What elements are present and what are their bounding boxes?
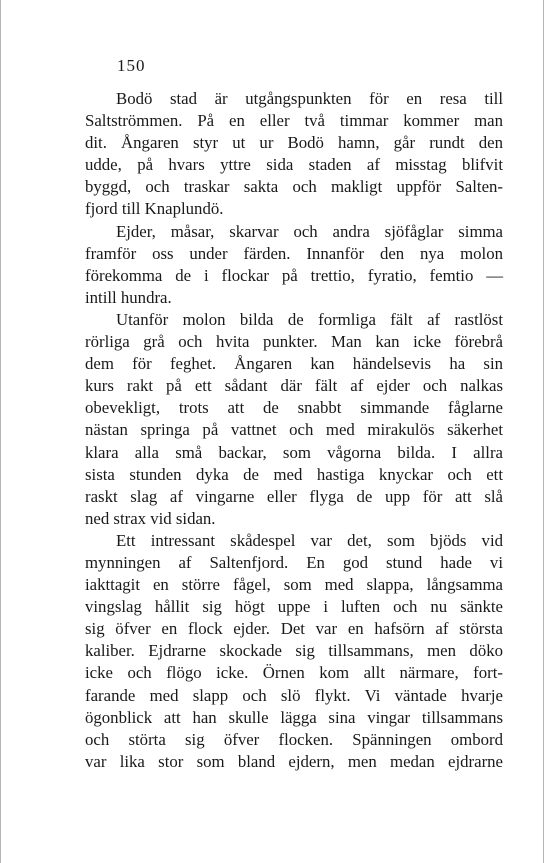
text-line: ögonblick att han skulle lägga sina vingar tillsammans: [85, 707, 503, 727]
page-left-edge: [0, 0, 1, 863]
text-line: rörliga grå och hvita punkter. Man kan icke förebrå: [85, 332, 503, 352]
text-line: byggd, och traskar sakta och makligt uppför Salten-: [85, 177, 503, 197]
text-line: dem för feghet. Ångaren kan händelsevis ha sin: [85, 354, 503, 374]
text-line: iakttagit en större fågel, som med slappa, långsamma: [85, 575, 503, 595]
text-line: kurs rakt på ett sådant där fält af ejder och nalkas: [85, 376, 503, 396]
text-line: farande med slapp och slö flykt. Vi väntade hvarje: [85, 685, 503, 705]
text-line: Ejder, måsar, skarvar och andra sjöfåglar simma: [116, 221, 503, 241]
text-line: raskt slag af vingarne eller flyga de upp för att slå: [85, 486, 503, 506]
text-line: Ett intressant skådespel var det, som bjöds vid: [116, 530, 503, 550]
text-line: sista stunden dyka de med hastiga knyckar och ett: [85, 464, 503, 484]
text-line: fjord till Knaplundö.: [85, 199, 224, 219]
text-line: klara alla små backar, som vågorna bilda. I allra: [85, 442, 503, 462]
text-line: obevekligt, trots att de snabbt simmande fåglarne: [85, 398, 503, 418]
text-line: framför oss under färden. Innanför den nya molon: [85, 243, 503, 263]
text-line: icke och flögo icke. Örnen kom allt närmare, fort-: [85, 663, 503, 683]
text-line: Utanför molon bilda de formliga fält af rastlöst: [116, 309, 503, 329]
text-line: var lika stor som bland ejdern, men medan ejdrarne: [85, 751, 503, 771]
text-line: Saltströmmen. På en eller två timmar kommer man: [85, 111, 503, 131]
text-line: intill hundra.: [85, 287, 172, 307]
text-line: och störta sig öfver flocken. Spänningen ombord: [85, 729, 503, 749]
page-number: 150: [117, 56, 146, 75]
text-line: mynningen af Saltenfjord. En god stund hade vi: [85, 552, 503, 572]
text-line: nästan springa på vattnet och med mirakulös säkerhet: [85, 420, 503, 440]
text-line: dit. Ångaren styr ut ur Bodö hamn, går rundt den: [85, 133, 503, 153]
body-text: [85, 88, 503, 773]
text-line: vingslag hållit sig högt uppe i luften och nu sänkte: [85, 597, 503, 617]
text-line: kaliber. Ejdrarne skockade sig tillsammans, men döko: [85, 641, 503, 661]
text-line: förekomma de i flockar på trettio, fyratio, femtio —: [85, 265, 503, 285]
text-line: ned strax vid sidan.: [85, 508, 216, 528]
text-line: Bodö stad är utgångspunkten för en resa till: [116, 89, 503, 108]
text-line: udde, på hvars yttre sida staden af misstag blifvit: [85, 155, 503, 175]
text-line: sig öfver en flock ejder. Det var en hafsörn af största: [85, 619, 503, 639]
